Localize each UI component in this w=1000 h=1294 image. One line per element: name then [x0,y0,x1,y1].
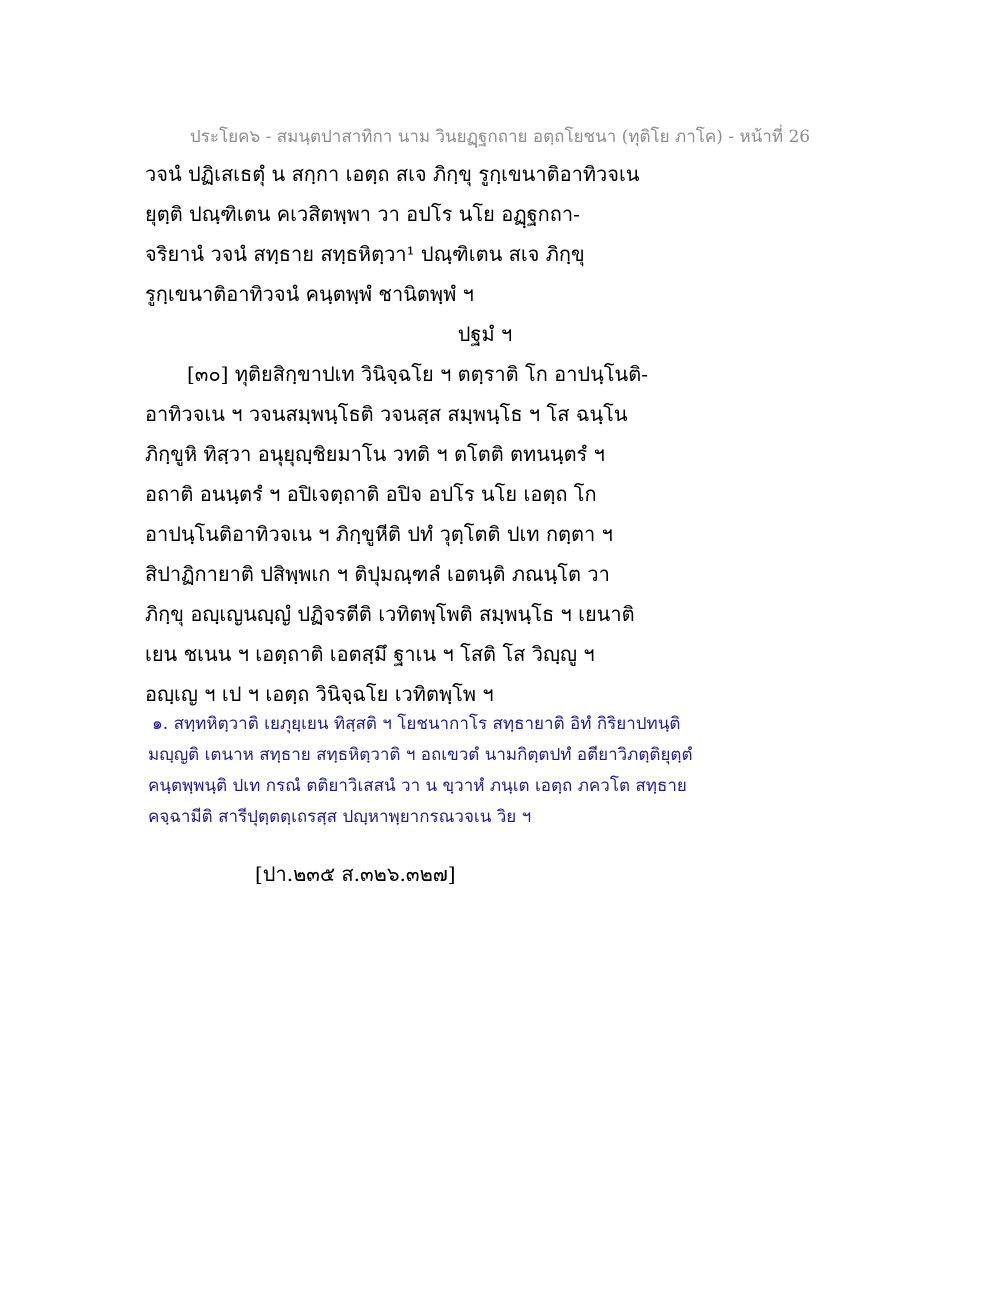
text-line: วจนํ ปฏิเสเธตุํ น สกฺกา เอตฺถ สเจ ภิกฺขุ รูกฺเขนาติอาทิวจเน [145,162,640,186]
page-header: ประโยค๖ - สมนฺตปาสาทิกา นาม วินยฏฺฐกถาย อตฺถโยชนา (ทุติโย ภาโค) - หน้าที่ 26 [189,127,811,147]
footnote-line: คนฺตพฺพนฺติ ปเท กรณํ ตติยาวิเสสนํ วา น ขฺวาหํ ภนฺเต เอตฺถ ภควโต สทฺธาย [148,776,687,796]
footnote-line: คจฺฉามีติ สารีปุตฺตตฺเถรสฺส ปญฺหาพฺยากรณวจเน วิย ฯ [148,807,532,827]
text-line: อาทิวจเน ฯ วจนสมฺพนฺโธติ วจนสฺส สมฺพนฺโธ ฯ โส ฉนฺโน [145,402,628,426]
footnotes [148,710,868,834]
text-line: จริยานํ วจนํ สทฺธาย สทฺธหิตฺวา¹ ปณฺฑิเตน สเจ ภิกฺขุ [145,242,585,266]
text-line: ภิกฺขูหิ ทิสฺวา อนุยุญฺชิยมาโน วทติ ฯ ตโตติ ตทนนฺตรํ ฯ [145,442,605,466]
text-line: อาปนฺโนติอาทิวจเน ฯ ภิกฺขูหีติ ปทํ วุตฺโตติ ปเท กตฺตา ฯ [145,522,613,546]
main-text [145,158,865,718]
text-line: ภิกฺขุ อญฺเญนญฺญํ ปฏิจรตีติ เวทิตพฺโพติ สมฺพนฺโธ ฯ เยนาติ [145,602,635,626]
text-line: เยน ชเนน ฯ เอตฺถาติ เอตสฺมึ ฐาเน ฯ โสติ โส วิญฺญู ฯ [145,642,595,666]
text-line: รูกฺเขนาติอาทิวจนํ คนฺตพฺพํ ชานิตพฺพํ ฯ [145,282,474,306]
footnote-line: มญฺญติ เตนาห สทฺธาย สทฺธหิตฺวาติ ฯ อถเขวตํ นามกิตฺตปทํ อตียาวิภตฺติยุตฺตํ [148,745,693,765]
text-line: อถาติ อนนฺตรํ ฯ อปิเจตฺถาติ อปิจ อปโร นโย เอตฺถ โก [145,482,597,506]
paragraph-first-line: [๓๐] ทุติยสิกฺขาปเท วินิจฺฉโย ฯ ตตฺราติ โก อาปนฺโนติ- [187,362,648,386]
text-line: ยุตฺติ ปณฺฑิเตน คเวสิตพฺพา วา อปโร นโย อฏฺฐกถา- [145,202,580,226]
section-title: ปฐมํ ฯ [457,322,513,346]
text-line: อญฺเญ ฯ เป ฯ เอตฺถ วินิจฺฉโย เวทิตพฺโพ ฯ [145,682,494,706]
text-line: สิปาฏิกายาติ ปสิพฺพเก ฯ ติปุมณฺฑลํ เอตนฺติ ภณนฺโต วา [145,562,610,586]
footnote-line: ๑. สทฺทหิตฺวาติ เยภุยฺเยน ทิสฺสติ ฯ โยชนากาโร สทฺธายาติ อิทํ กิริยาปทนฺติ [152,714,681,734]
page-reference: [ปา.๒๓๕ ส.๓๒๖.๓๒๗] [255,862,456,886]
